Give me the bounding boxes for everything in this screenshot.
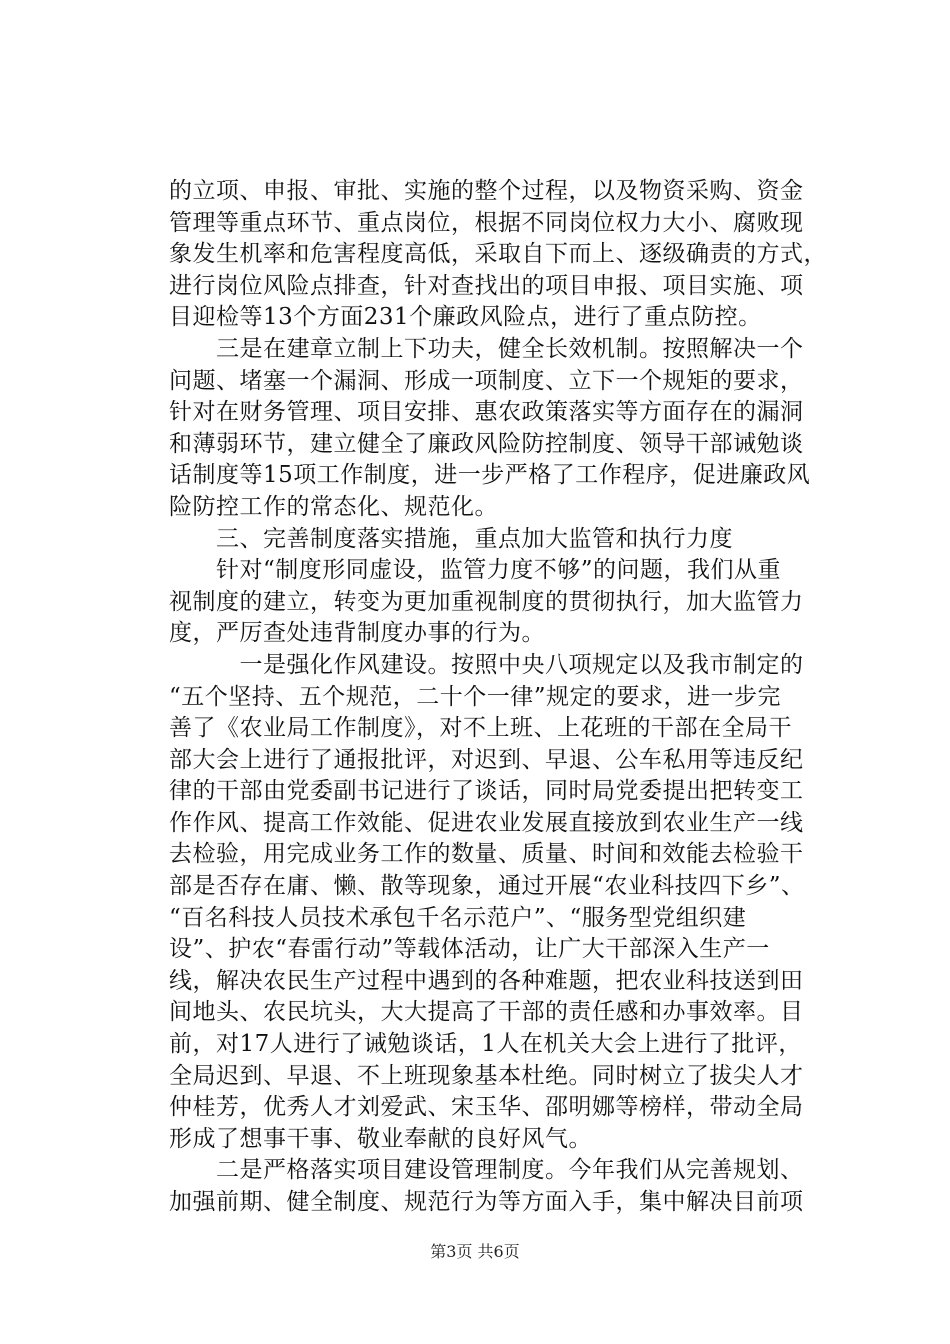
text-line: 仲桂芳，优秀人才刘爱武、宋玉华、邵明娜等榜样，带动全局 — [169, 1094, 804, 1121]
text-line: “百名科技人员技术承包千名示范户”、“服务型党组织建 — [169, 904, 747, 931]
text-line: 前，对17人进行了诫勉谈话，1人在机关大会上进行了批评， — [169, 1031, 802, 1058]
document-body — [169, 176, 827, 1219]
text-line: 度，严厉查处违背制度办事的行为。 — [169, 620, 545, 647]
page-number-label: 第3页 共6页 — [430, 1242, 520, 1261]
text-line: 形成了想事干事、敬业奉献的良好风气。 — [169, 1125, 592, 1152]
section-heading: 三、完善制度落实措施，重点加大监管和执行力度 — [169, 525, 733, 552]
text-line: 进行岗位风险点排查，针对查找出的项目申报、项目实施、项 — [169, 272, 804, 299]
text-line: 的立项、申报、审批、实施的整个过程，以及物资采购、资金 — [169, 178, 804, 204]
text-line: 话制度等15项工作制度，进一步严格了工作程序，促进廉政风 — [169, 462, 811, 489]
text-line: 象发生机率和危害程度高低，采取自下而上、逐级确责的方式， — [169, 241, 827, 268]
text-line: 部大会上进行了通报批评，对迟到、早退、公车私用等违反纪 — [169, 746, 804, 773]
text-line: 善了《农业局工作制度》，对不上班、上花班的干部在全局干 — [169, 715, 792, 742]
text-line: 间地头、农民坑头，大大提高了干部的责任感和办事效率。目 — [169, 999, 804, 1026]
text-line: 管理等重点环节、重点岗位，根据不同岗位权力大小、腐败现 — [169, 209, 804, 236]
text-line: 部是否存在庸、懒、散等现象，通过开展“农业科技四下乡”、 — [169, 873, 805, 900]
text-line: 针对“制度形同虚设，监管力度不够”的问题，我们从重 — [169, 557, 782, 584]
text-line: 问题、堵塞一个漏洞、形成一项制度、立下一个规矩的要求， — [169, 367, 804, 394]
text-line: 和薄弱环节，建立健全了廉政风险防控制度、领导干部诫勉谈 — [169, 430, 804, 457]
text-line: 作作风、提高工作效能、促进农业发展直接放到农业生产一线 — [169, 809, 804, 836]
text-line: 加强前期、健全制度、规范行为等方面入手，集中解决目前项 — [169, 1189, 804, 1215]
text-line: 针对在财务管理、项目安排、惠农政策落实等方面存在的漏洞 — [169, 399, 804, 426]
text-line: 去检验，用完成业务工作的数量、质量、时间和效能去检验干 — [169, 841, 804, 868]
text-line: 一是强化作风建设。按照中央八项规定以及我市制定的 — [169, 651, 804, 678]
text-line: 险防控工作的常态化、规范化。 — [169, 493, 498, 520]
text-line: 设”、护农“春雷行动”等载体活动，让广大干部深入生产一 — [169, 936, 770, 963]
text-line: 全局迟到、早退、不上班现象基本杜绝。同时树立了拔尖人才 — [169, 1062, 804, 1089]
page-footer — [0, 1242, 950, 1262]
text-line: 二是严格落实项目建设管理制度。今年我们从完善规划、 — [169, 1157, 804, 1184]
text-line: 线，解决农民生产过程中遇到的各种难题，把农业科技送到田 — [169, 967, 804, 994]
text-line: 视制度的建立，转变为更加重视制度的贯彻执行，加大监管力 — [169, 588, 804, 615]
text-line: 目迎检等13个方面231个廉政风险点，进行了重点防控。 — [169, 304, 762, 331]
text-line: 三是在建章立制上下功夫，健全长效机制。按照解决一个 — [169, 335, 804, 362]
text-line: 律的干部由党委副书记进行了谈话，同时局党委提出把转变工 — [169, 778, 804, 805]
text-line: “五个坚持、五个规范，二十个一律”规定的要求，进一步完 — [169, 683, 782, 710]
